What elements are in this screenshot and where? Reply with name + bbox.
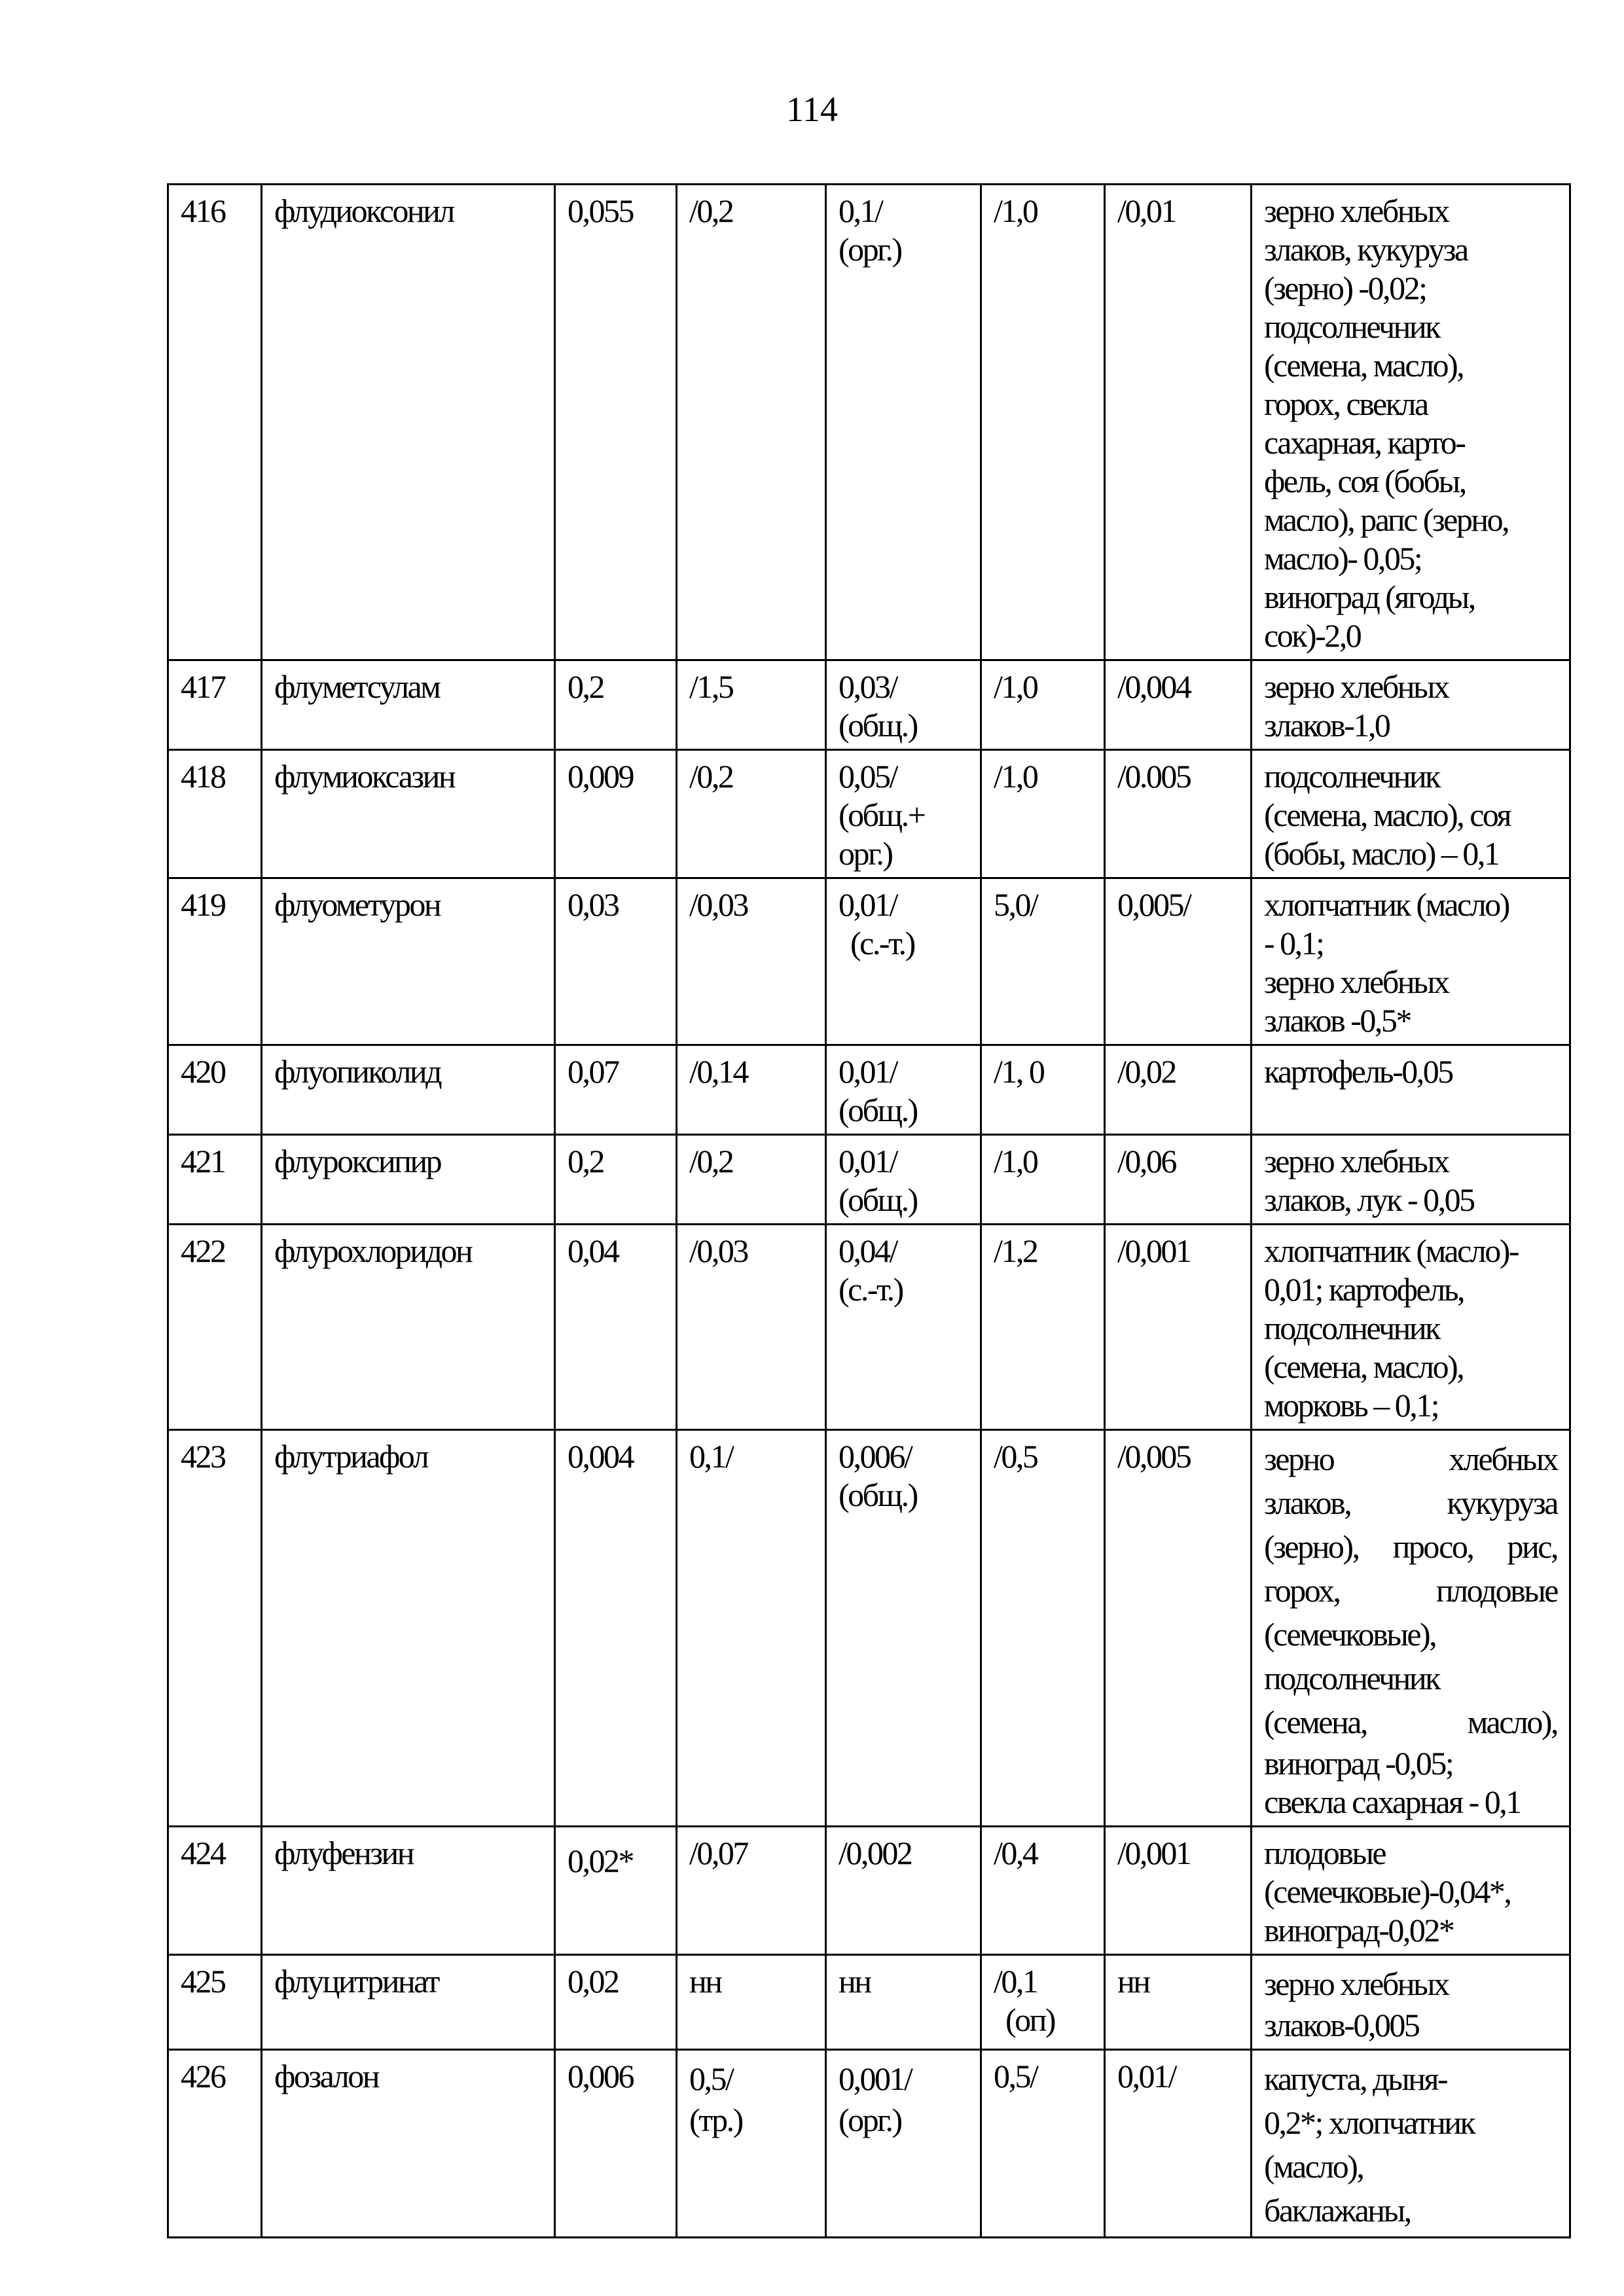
row-number: 423	[168, 1430, 262, 1827]
value-cell: /0,2	[677, 185, 826, 660]
value-cell: /0,005	[1105, 1430, 1252, 1827]
substance-name: флуметсулам	[262, 660, 555, 750]
value-cell: 5,0/	[981, 878, 1105, 1045]
value-cell: 0,006/ (общ.)	[826, 1430, 981, 1827]
crop-limits: зерно хлебных злаков, кукуруза (зерно) -0,02; подсолнечник (семена, масло), горох, свекла сахарная, карто- фель, соя (бобы, масло), рапс (зерно, масло)- 0,05; виноград (ягоды, сок)-2,0	[1252, 185, 1570, 660]
value-cell: 0,02	[555, 1955, 677, 2050]
value-cell: 0,07	[555, 1045, 677, 1135]
table-row	[168, 1430, 1570, 1827]
value-cell: 0,004	[555, 1430, 677, 1827]
value-cell: /0,001	[1105, 1225, 1252, 1430]
value-cell: 0,01/ (общ.)	[826, 1045, 981, 1135]
row-number: 419	[168, 878, 262, 1045]
value-cell: /1,0	[981, 1135, 1105, 1225]
value-cell: /0,001	[1105, 1827, 1252, 1955]
value-cell: 0,006	[555, 2050, 677, 2238]
value-cell: /0,002	[826, 1827, 981, 1955]
value-cell: 0,5/ (тр.)	[677, 2050, 826, 2238]
value-cell: /0,02	[1105, 1045, 1252, 1135]
value-cell: 0,2	[555, 660, 677, 750]
value-cell: 0,04	[555, 1225, 677, 1430]
table-row	[168, 1135, 1570, 1225]
value-cell: 0,1/ (орг.)	[826, 185, 981, 660]
value-cell: /1, 0	[981, 1045, 1105, 1135]
value-cell: 0,03	[555, 878, 677, 1045]
value-cell: /1,0	[981, 185, 1105, 660]
value-cell: 0,2	[555, 1135, 677, 1225]
value-cell: /1,2	[981, 1225, 1105, 1430]
table-row	[168, 1827, 1570, 1955]
row-number: 424	[168, 1827, 262, 1955]
value-cell: /0,004	[1105, 660, 1252, 750]
value-cell: 0,1/	[677, 1430, 826, 1827]
substance-name: флуфензин	[262, 1827, 555, 1955]
row-number: 420	[168, 1045, 262, 1135]
value-cell: 0,03/ (общ.)	[826, 660, 981, 750]
value-cell: /1,0	[981, 660, 1105, 750]
value-cell: 0,04/ (с.-т.)	[826, 1225, 981, 1430]
substance-name: флурохлоридон	[262, 1225, 555, 1430]
table-row	[168, 660, 1570, 750]
row-number: 426	[168, 2050, 262, 2238]
table-row	[168, 878, 1570, 1045]
value-cell: /0,1 (оп)	[981, 1955, 1105, 2050]
value-cell: /0,07	[677, 1827, 826, 1955]
row-number: 421	[168, 1135, 262, 1225]
value-cell: нн	[1105, 1955, 1252, 2050]
value-cell: /0,06	[1105, 1135, 1252, 1225]
substance-name: флумиоксазин	[262, 750, 555, 878]
crop-limits: капуста, дыня- 0,2*; хлопчатник (масло), баклажаны,	[1252, 2050, 1570, 2238]
value-cell: 0,01/ (с.-т.)	[826, 878, 981, 1045]
value-cell: /0,5	[981, 1430, 1105, 1827]
substance-name: фозалон	[262, 2050, 555, 2238]
value-cell: /0,2	[677, 750, 826, 878]
substance-name: флуопиколид	[262, 1045, 555, 1135]
crop-limits: хлопчатник (масло)- 0,01; картофель, подсолнечник (семена, масло), морковь – 0,1;	[1252, 1225, 1570, 1430]
value-cell: 0,009	[555, 750, 677, 878]
value-cell: /0.005	[1105, 750, 1252, 878]
value-cell: нн	[677, 1955, 826, 2050]
hygienic-standards-table	[167, 183, 1571, 2238]
value-cell: 0,001/ (орг.)	[826, 2050, 981, 2238]
value-cell: /0,2	[677, 1135, 826, 1225]
value-cell: /0,03	[677, 878, 826, 1045]
substance-name: флуцитринат	[262, 1955, 555, 2050]
row-number: 418	[168, 750, 262, 878]
value-cell: 0,5/	[981, 2050, 1105, 2238]
crop-limits: зерно хлебных злаков-1,0	[1252, 660, 1570, 750]
substance-name: флуроксипир	[262, 1135, 555, 1225]
table-row	[168, 1225, 1570, 1430]
crop-limits: картофель-0,05	[1252, 1045, 1570, 1135]
table-row	[168, 185, 1570, 660]
substance-name: флутриафол	[262, 1430, 555, 1827]
substance-name: флуометурон	[262, 878, 555, 1045]
row-number: 422	[168, 1225, 262, 1430]
value-cell: 0,055	[555, 185, 677, 660]
crop-limits: подсолнечник (семена, масло), соя (бобы, масло) – 0,1	[1252, 750, 1570, 878]
row-number: 425	[168, 1955, 262, 2050]
value-cell: нн	[826, 1955, 981, 2050]
value-cell: /0,4	[981, 1827, 1105, 1955]
table-row	[168, 1955, 1570, 2050]
crop-limits: зерно хлебных злаков, кукуруза (зерно), просо, рис, горох, плодовые (семечковые), подсолнечник (семена, масло), виноград -0,05; свекла сахарная - 0,1	[1252, 1430, 1570, 1827]
crop-limits: зерно хлебных злаков, лук - 0,05	[1252, 1135, 1570, 1225]
page-number: 114	[786, 90, 838, 129]
value-cell: 0,02*	[555, 1827, 677, 1955]
value-cell: 0,005/	[1105, 878, 1252, 1045]
table-row	[168, 750, 1570, 878]
row-number: 416	[168, 185, 262, 660]
value-cell: 0,01/ (общ.)	[826, 1135, 981, 1225]
substance-name: флудиоксонил	[262, 185, 555, 660]
value-cell: /0,14	[677, 1045, 826, 1135]
crop-limits: хлопчатник (масло) - 0,1; зерно хлебных злаков -0,5*	[1252, 878, 1570, 1045]
table-row	[168, 1045, 1570, 1135]
value-cell: 0,05/ (общ.+ орг.)	[826, 750, 981, 878]
value-cell: 0,01/	[1105, 2050, 1252, 2238]
value-cell: /1,5	[677, 660, 826, 750]
crop-limits: зерно хлебных злаков-0,005	[1252, 1955, 1570, 2050]
value-cell: /1,0	[981, 750, 1105, 878]
table-row	[168, 2050, 1570, 2238]
crop-limits: плодовые (семечковые)-0,04*, виноград-0,02*	[1252, 1827, 1570, 1955]
value-cell: /0,01	[1105, 185, 1252, 660]
value-cell: /0,03	[677, 1225, 826, 1430]
row-number: 417	[168, 660, 262, 750]
